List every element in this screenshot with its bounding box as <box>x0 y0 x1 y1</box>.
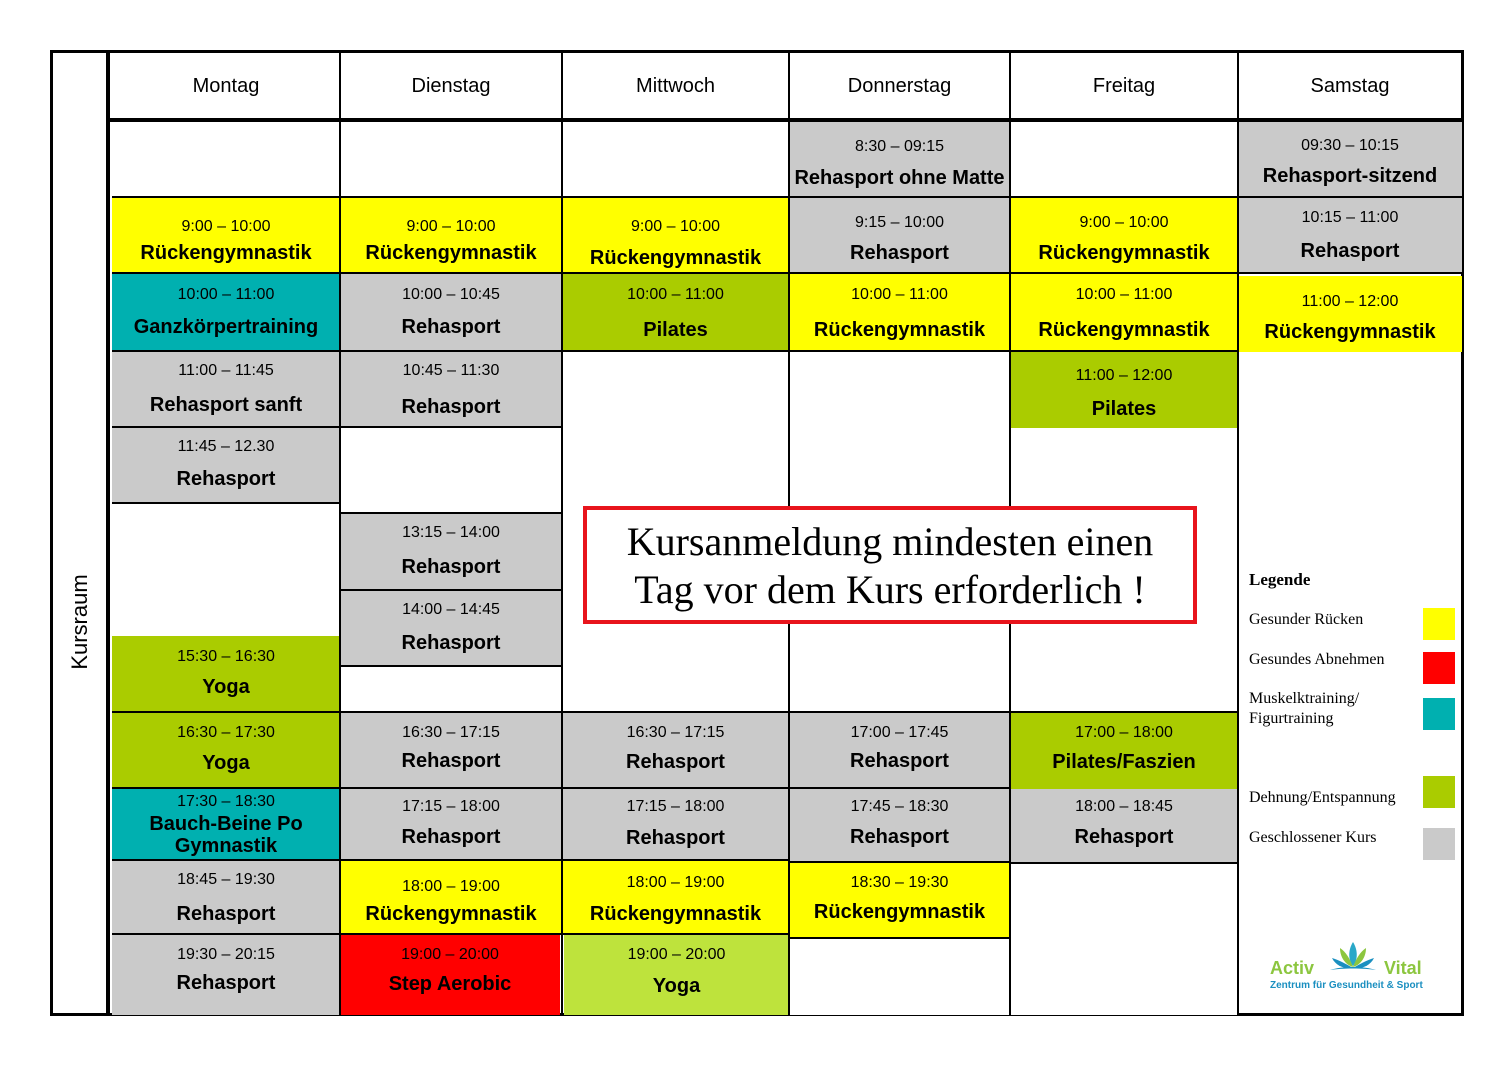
course-cell: 17:15 – 18:00 Rehasport <box>562 789 789 861</box>
course-cell: 16:30 – 17:15 Rehasport <box>340 713 562 789</box>
legend-label: Gesunder Rücken <box>1249 611 1364 628</box>
course-cell: 16:30 – 17:30 Yoga <box>112 713 340 789</box>
slot-empty <box>340 667 562 713</box>
course-cell: 10:00 – 11:00 Rückengymnastik <box>1010 274 1238 352</box>
course-cell: 09:30 – 10:15 Rehasport-sitzend <box>1238 122 1462 198</box>
logo <box>1266 938 1436 998</box>
registration-notice <box>583 506 1197 624</box>
course-cell: 9:00 – 10:00 Rückengymnastik <box>340 198 562 274</box>
legend-label: Dehnung/Entspannung <box>1249 789 1396 806</box>
slot-empty <box>112 122 340 198</box>
legend-swatch-gray <box>1423 828 1455 860</box>
slot-empty <box>1010 864 1238 1015</box>
legend-swatch-teal <box>1423 698 1455 730</box>
legend-swatch-red <box>1423 652 1455 684</box>
course-cell: 18:45 – 19:30 Rehasport <box>112 861 340 935</box>
course-cell: 10:00 – 11:00 Pilates <box>562 274 789 352</box>
legend-swatch-yellow <box>1423 608 1455 640</box>
course-cell: 18:00 – 19:00 Rückengymnastik <box>340 861 562 935</box>
logo-subtitle: Zentrum für Gesundheit & Sport <box>1270 980 1423 991</box>
course-cell: 10:00 – 11:00 Rückengymnastik <box>789 274 1010 352</box>
slot-empty <box>1010 122 1238 198</box>
course-cell: 10:15 – 11:00 Rehasport <box>1238 198 1462 274</box>
logo-word-activ: Activ <box>1270 958 1315 978</box>
course-cell: 17:30 – 18:30 Bauch-Beine Po Gymnastik <box>112 789 340 861</box>
course-cell: 16:30 – 17:15 Rehasport <box>562 713 789 789</box>
course-cell: 14:00 – 14:45 Rehasport <box>340 591 562 667</box>
day-header-freitag: Freitag <box>1092 74 1156 97</box>
legend-label: Geschlossener Kurs <box>1249 829 1377 846</box>
course-cell: 18:00 – 18:45 Rehasport <box>1010 789 1238 864</box>
course-cell: 18:30 – 19:30 Rückengymnastik <box>789 863 1010 939</box>
column-divider <box>561 52 563 1015</box>
course-cell: 11:00 – 11:45 Rehasport sanft <box>112 352 340 428</box>
course-cell: 15:30 – 16:30 Yoga <box>112 636 340 713</box>
legend-title: Legende <box>1249 570 1311 589</box>
course-cell: 8:30 – 09:15 Rehasport ohne Matte <box>789 122 1010 198</box>
legend-label: Gesundes Abnehmen <box>1249 651 1385 668</box>
course-cell: 9:00 – 10:00 Rückengymnastik <box>1010 198 1238 274</box>
course-cell: 10:45 – 11:30 Rehasport <box>340 352 562 428</box>
column-divider <box>1237 52 1239 1015</box>
course-cell: 17:45 – 18:30 Rehasport <box>789 789 1010 863</box>
course-cell: 10:00 – 11:00 Ganzkörpertraining <box>112 274 340 352</box>
slot-empty <box>112 504 340 636</box>
course-cell: 9:00 – 10:00 Rückengymnastik <box>112 198 340 274</box>
day-header-mittwoch: Mittwoch <box>636 74 715 97</box>
notice-line-1: Kursanmeldung mindesten einen <box>626 519 1154 564</box>
day-header-samstag: Samstag <box>1310 74 1390 97</box>
lotus-icon <box>1328 938 1378 978</box>
column-divider <box>339 52 341 1015</box>
course-cell: 11:00 – 12:00 Pilates <box>1010 352 1238 428</box>
day-header-donnerstag: Donnerstag <box>847 74 952 97</box>
slot-empty <box>340 428 562 514</box>
course-cell: 18:00 – 19:00 Rückengymnastik <box>562 861 789 935</box>
course-cell: 17:15 – 18:00 Rehasport <box>340 789 562 861</box>
logo-word-vital: Vital <box>1384 958 1422 978</box>
slot-empty <box>789 939 1010 1015</box>
day-header-montag: Montag <box>192 74 260 97</box>
course-cell: 13:15 – 14:00 Rehasport <box>340 514 562 591</box>
course-cell: 19:00 – 20:00 Yoga <box>564 935 789 1015</box>
course-cell: 19:30 – 20:15 Rehasport <box>112 935 340 1015</box>
course-cell: 9:00 – 10:00 Rückengymnastik <box>562 198 789 274</box>
notice-line-2: Tag vor dem Kurs erforderlich ! <box>634 567 1146 612</box>
legend-swatch-green <box>1423 776 1455 808</box>
slot-empty <box>562 122 789 198</box>
course-cell: 10:00 – 10:45 Rehasport <box>340 274 562 352</box>
course-cell: 11:45 – 12.30 Rehasport <box>112 428 340 504</box>
course-cell: 11:00 – 12:00 Rückengymnastik <box>1238 276 1462 352</box>
course-cell: 9:15 – 10:00 Rehasport <box>789 198 1010 274</box>
course-cell: 17:00 – 18:00 Pilates/Faszien <box>1010 713 1238 789</box>
legend-label: Muskelktraining/ Figurtraining <box>1249 690 1360 727</box>
course-cell: 17:00 – 17:45 Rehasport <box>789 713 1010 789</box>
course-cell: 19:00 – 20:00 Step Aerobic <box>340 935 560 1015</box>
room-column <box>50 50 110 1016</box>
day-header-dienstag: Dienstag <box>411 74 491 97</box>
slot-empty <box>340 122 562 198</box>
room-label: Kursraum <box>67 574 92 670</box>
